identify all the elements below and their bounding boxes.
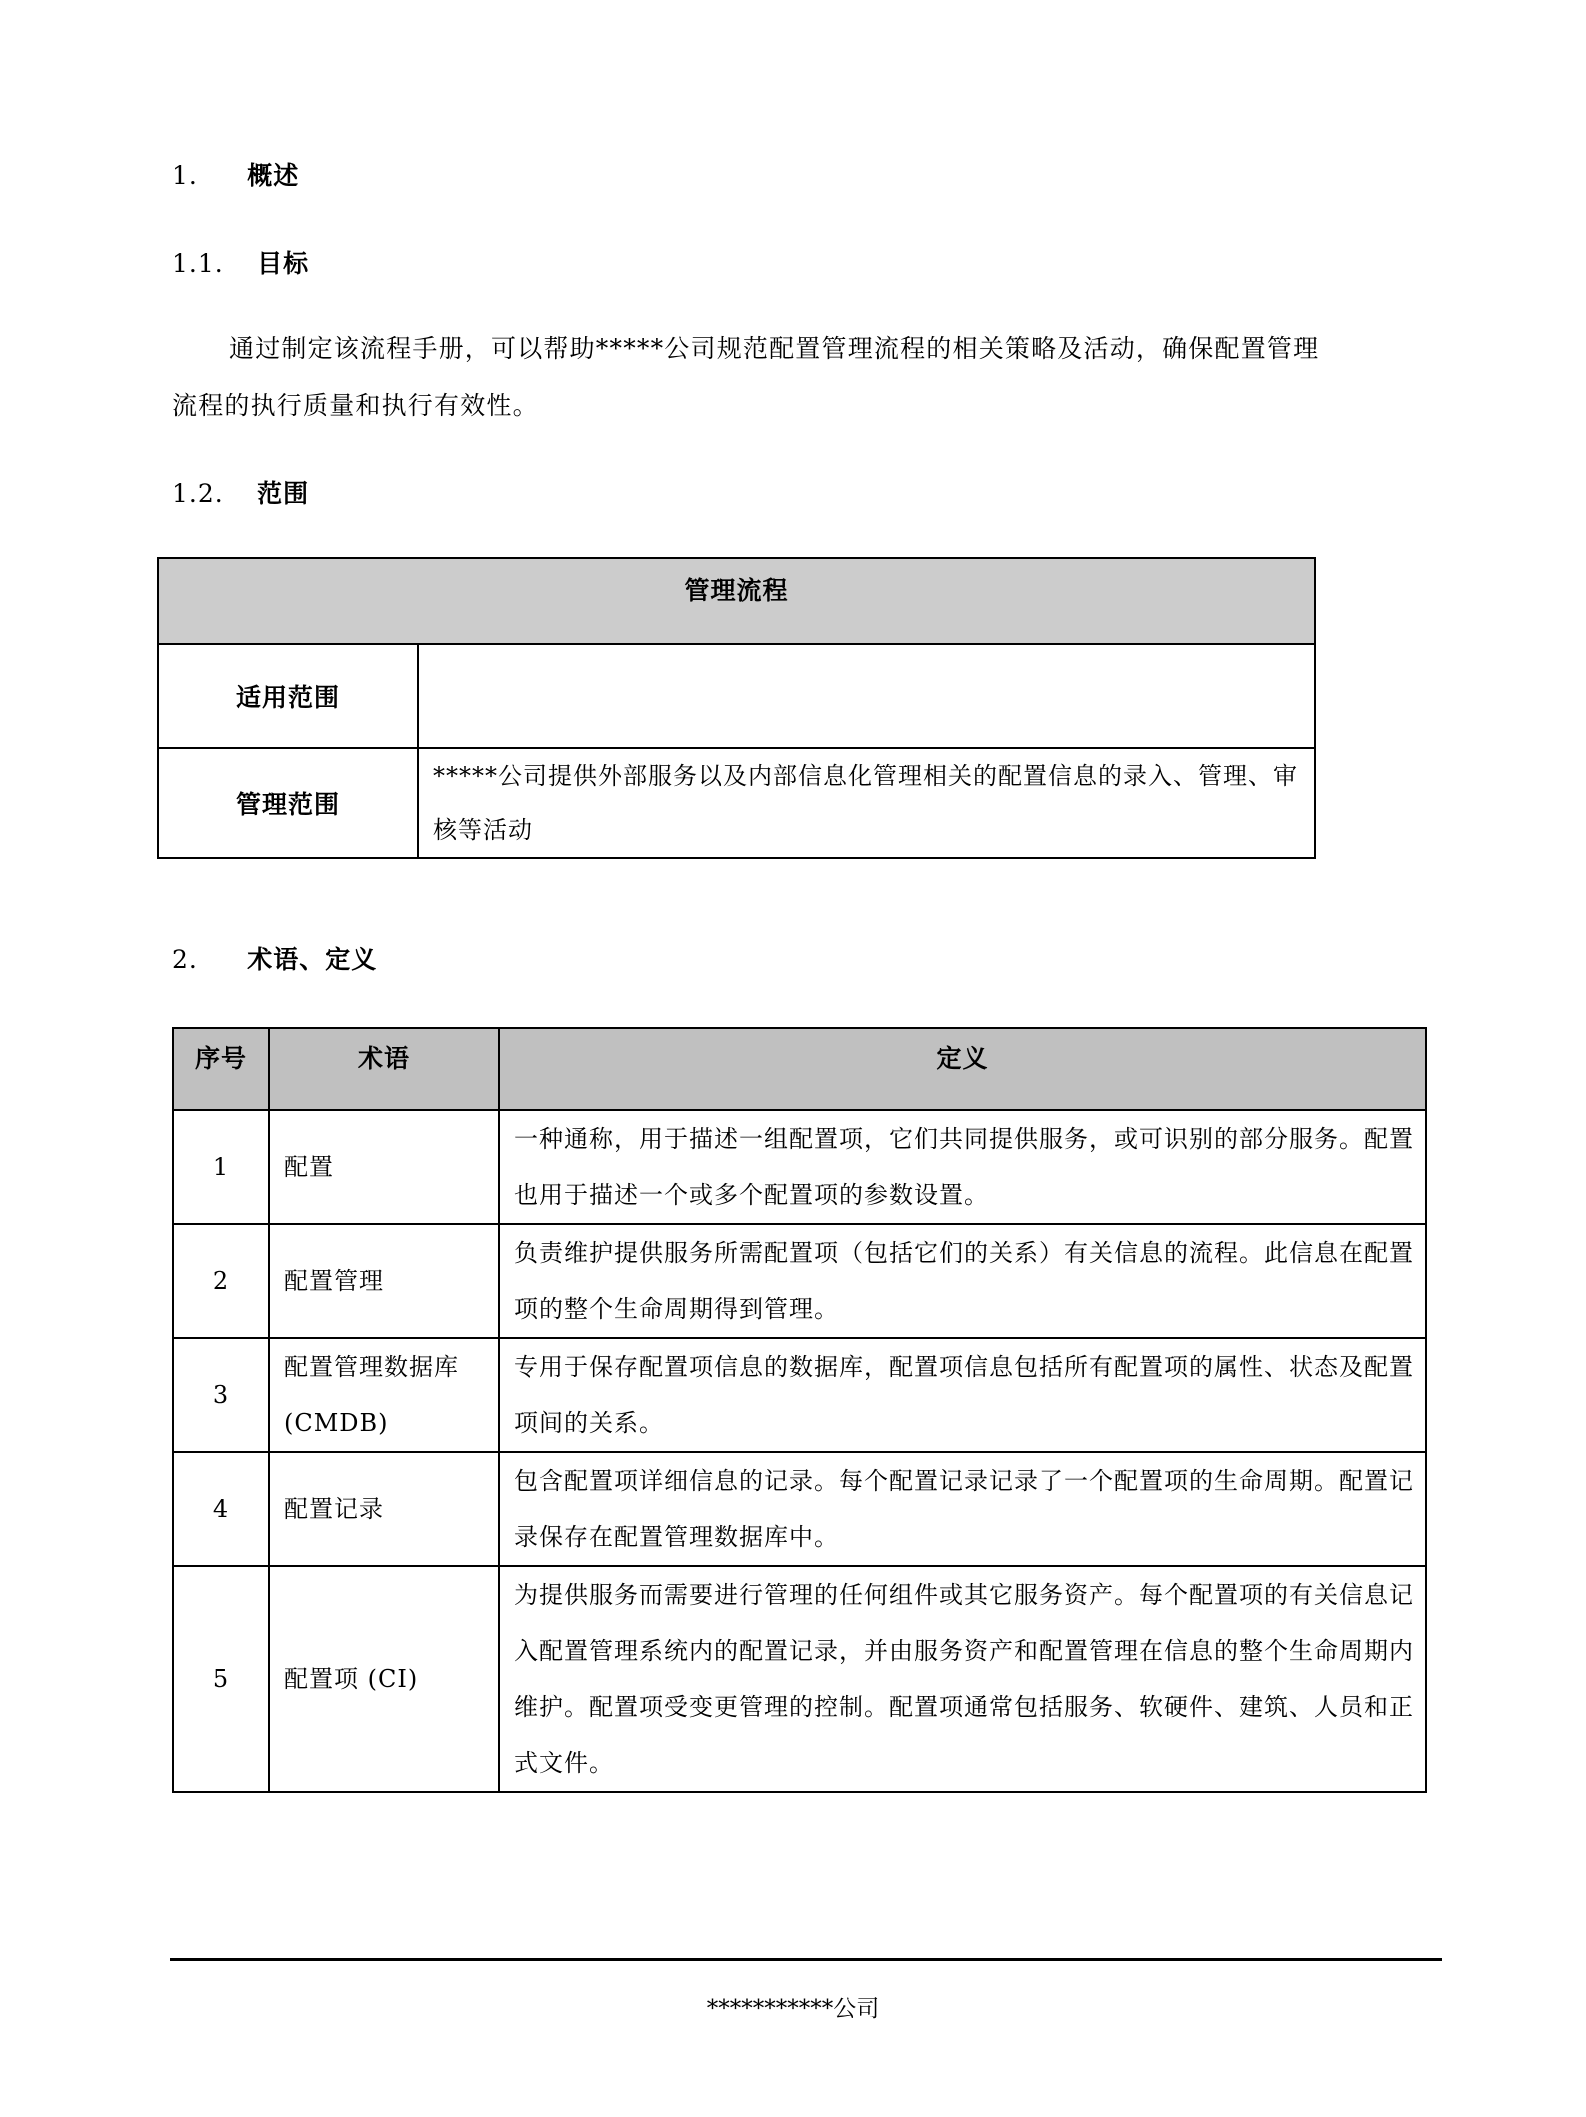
scope-table-header: 管理流程 [158, 558, 1315, 644]
term-index: 5 [173, 1566, 269, 1792]
terms-table [172, 1027, 1427, 1793]
section-1-1-heading [172, 244, 309, 280]
section-2-number: 2. [172, 945, 198, 974]
scope-value-management: *****公司提供外部服务以及内部信息化管理相关的配置信息的录入、管理、审核等活动 [418, 748, 1315, 858]
scope-table-header-row [158, 558, 1315, 644]
term-name: 配置管理 [269, 1224, 499, 1338]
term-index: 1 [173, 1110, 269, 1224]
terms-header-term: 术语 [269, 1028, 499, 1110]
term-name: 配置项 (CI) [269, 1566, 499, 1792]
term-index: 2 [173, 1224, 269, 1338]
scope-row-management [158, 748, 1315, 858]
term-definition: 包含配置项详细信息的记录。每个配置记录记录了一个配置项的生命周期。配置记录保存在配置管理数据库中。 [499, 1452, 1426, 1566]
scope-table [157, 557, 1316, 859]
term-definition: 负责维护提供服务所需配置项（包括它们的关系）有关信息的流程。此信息在配置项的整个生命周期得到管理。 [499, 1224, 1426, 1338]
table-row [173, 1224, 1426, 1338]
section-1-heading [172, 156, 299, 192]
section-2-heading [172, 940, 377, 976]
terms-header-definition: 定义 [499, 1028, 1426, 1110]
goal-paragraph [172, 320, 1422, 434]
footer-divider [170, 1958, 1442, 1961]
term-definition: 一种通称，用于描述一组配置项，它们共同提供服务，或可识别的部分服务。配置也用于描述一个或多个配置项的参数设置。 [499, 1110, 1426, 1224]
table-row [173, 1338, 1426, 1452]
terms-table-header-row [173, 1028, 1426, 1110]
scope-row-applicable [158, 644, 1315, 748]
scope-value-applicable [418, 644, 1315, 748]
section-1-2-title: 范围 [257, 479, 310, 508]
term-index: 3 [173, 1338, 269, 1452]
goal-line-2: 流程的执行质量和执行有效性。 [172, 391, 539, 420]
section-1-title: 概述 [247, 161, 300, 190]
term-index: 4 [173, 1452, 269, 1566]
footer-company: ***********公司 [706, 1996, 880, 2022]
section-2-title: 术语、定义 [247, 945, 378, 974]
table-row [173, 1452, 1426, 1566]
term-name: 配置记录 [269, 1452, 499, 1566]
goal-line-1: 通过制定该流程手册，可以帮助*****公司规范配置管理流程的相关策略及活动，确保配置管理 [229, 334, 1320, 363]
section-1-2-heading [172, 474, 309, 510]
term-definition: 为提供服务而需要进行管理的任何组件或其它服务资产。每个配置项的有关信息记入配置管理系统内的配置记录，并由服务资产和配置管理在信息的整个生命周期内维护。配置项受变更管理的控制。配置项通常包括服务、软硬件、建筑、人员和正式文件。 [499, 1566, 1426, 1792]
term-name: 配置管理数据库(CMDB) [269, 1338, 499, 1452]
section-1-1-title: 目标 [257, 249, 310, 278]
table-row [173, 1566, 1426, 1792]
term-definition: 专用于保存配置项信息的数据库，配置项信息包括所有配置项的属性、状态及配置项间的关系。 [499, 1338, 1426, 1452]
terms-header-index: 序号 [173, 1028, 269, 1110]
term-name: 配置 [269, 1110, 499, 1224]
table-row [173, 1110, 1426, 1224]
section-1-number: 1. [172, 161, 198, 190]
section-1-2-number: 1.2. [172, 479, 224, 508]
scope-label-applicable: 适用范围 [158, 644, 418, 748]
scope-label-management: 管理范围 [158, 748, 418, 858]
section-1-1-number: 1.1. [172, 249, 224, 278]
